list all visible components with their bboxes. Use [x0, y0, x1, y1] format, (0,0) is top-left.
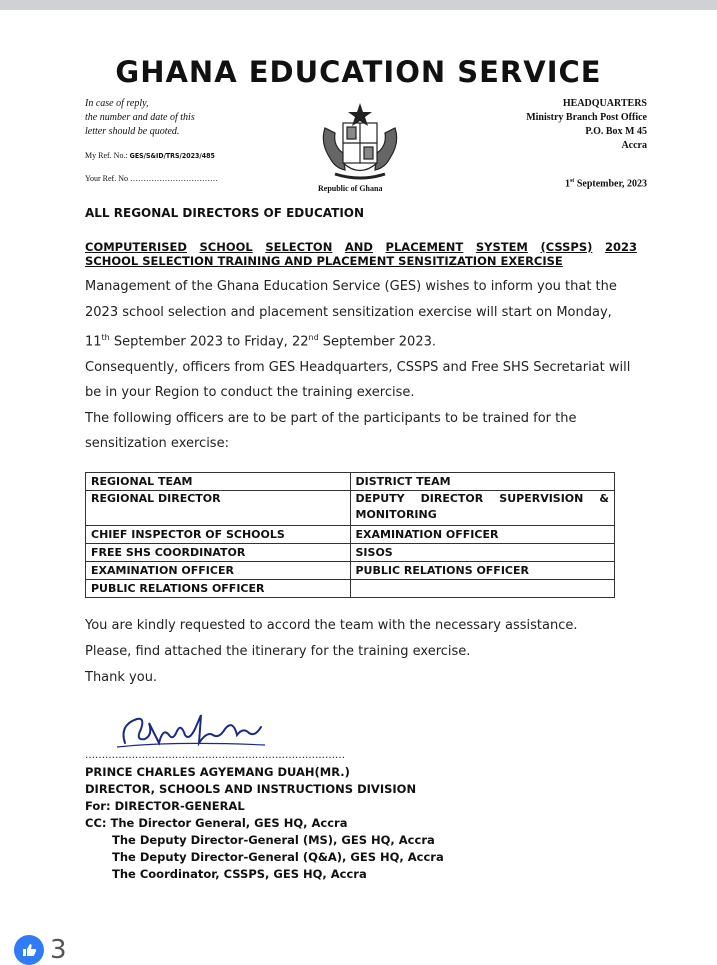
my-reference	[85, 151, 215, 160]
table-cell: FREE SHS COORDINATOR	[86, 544, 351, 562]
table-cell: CHIEF INSPECTOR OF SCHOOLS	[86, 526, 351, 544]
table-row	[86, 580, 615, 598]
subject-word: SYSTEM	[475, 240, 528, 254]
date-suffix: st	[569, 178, 575, 184]
cc-line: The Coordinator, CSSPS, GES HQ, Accra	[112, 867, 367, 881]
signer-name: PRINCE CHARLES AGYEMANG DUAH(MR.)	[85, 765, 350, 779]
closing-line: You are kindly requested to accord the team with the necessary assistance.	[85, 618, 578, 633]
crest-caption: Republic of Ghana	[318, 184, 383, 193]
hq-address	[526, 97, 647, 153]
signature-line: ……………………………………………………………………	[85, 750, 345, 761]
closing-line: Thank you.	[85, 670, 158, 685]
subject-word: 2023	[604, 240, 637, 254]
table-cell: DISTRICT TEAM	[350, 473, 615, 491]
subject-line-2: SCHOOL SELECTION TRAINING AND PLACEMENT SENSITIZATION EXERCISE	[85, 254, 563, 268]
para1-sup-1: th	[101, 333, 110, 342]
coat-of-arms-icon	[315, 98, 405, 183]
signer-for: For: DIRECTOR-GENERAL	[85, 799, 245, 813]
table-cell: EXAMINATION OFFICER	[86, 562, 351, 580]
date-rest: September, 2023	[574, 178, 647, 190]
letter-body	[85, 274, 640, 457]
addressee: ALL REGONAL DIRECTORS OF EDUCATION	[85, 206, 365, 220]
subject-word: PLACEMENT	[385, 240, 464, 254]
table-cell: EXAMINATION OFFICER	[350, 526, 615, 544]
table-cell: PUBLIC RELATIONS OFFICER	[350, 562, 615, 580]
table-cell: DEPUTY DIRECTOR SUPERVISION & MONITORING	[350, 491, 615, 526]
signature-icon	[115, 705, 275, 755]
paragraph-3: The following officers are to be part of the participants to be trained for the sensitization exercise:	[85, 410, 577, 452]
address-line: Accra	[621, 140, 647, 151]
para1-text-c: September 2023.	[318, 334, 436, 350]
table-cell: PUBLIC RELATIONS OFFICER	[86, 580, 351, 598]
subject-word: SELECTON	[265, 240, 333, 254]
reply-note-line: In case of reply,	[85, 98, 149, 109]
address-line: P.O. Box M 45	[585, 126, 647, 137]
your-reference: Your Ref. No ……………………………	[85, 174, 218, 183]
my-ref-label: My Ref. No.:	[85, 151, 128, 160]
address-line: Ministry Branch Post Office	[526, 112, 647, 123]
cc-line: CC: The Director General, GES HQ, Accra	[85, 816, 348, 830]
like-count: 3	[50, 935, 67, 965]
table-row	[86, 491, 615, 526]
para1-text-b: September 2023 to Friday, 22	[109, 334, 309, 350]
subject	[85, 240, 637, 268]
subject-line-1	[85, 240, 637, 254]
reactions[interactable]	[14, 935, 67, 965]
subject-word: COMPUTERISED	[85, 240, 187, 254]
table-row	[86, 562, 615, 580]
reply-note-line: letter should be quoted.	[85, 126, 180, 137]
signer-title: DIRECTOR, SCHOOLS AND INSTRUCTIONS DIVISION	[85, 782, 417, 796]
table-row	[86, 544, 615, 562]
subject-word: SCHOOL	[199, 240, 253, 254]
signer-block	[85, 764, 444, 883]
closing	[85, 613, 640, 691]
table-cell: REGIONAL TEAM	[86, 473, 351, 491]
closing-line: Please, find attached the itinerary for the training exercise.	[85, 644, 471, 659]
table-row	[86, 526, 615, 544]
cc-line: The Deputy Director-General (MS), GES HQ, Accra	[112, 833, 435, 847]
subject-word: (CSSPS)	[540, 240, 593, 254]
table-row	[86, 473, 615, 491]
reply-note-line: the number and date of this	[85, 112, 195, 123]
paragraph-1	[85, 274, 640, 355]
para1-text-a: Management of the Ghana Education Service (GES) wishes to inform you that the 2023 school selection and placement sensitization exercise will start on Monday, 11	[85, 279, 617, 350]
participants-table	[85, 472, 615, 598]
table-cell	[350, 580, 615, 598]
reply-note	[85, 97, 195, 139]
subject-word: AND	[344, 240, 373, 254]
organization-title: GHANA EDUCATION SERVICE	[115, 55, 602, 89]
top-bar	[0, 0, 717, 10]
letter-date	[565, 178, 647, 189]
para1-sup-2: nd	[308, 333, 319, 342]
address-line: HEADQUARTERS	[562, 98, 647, 109]
paragraph-2: Consequently, officers from GES Headquarters, CSSPS and Free SHS Secretariat will be in your Region to conduct the training exercise.	[85, 359, 631, 401]
my-ref-value: GES/S&ID/TRS/2023/485	[129, 152, 215, 160]
table-cell: REGIONAL DIRECTOR	[86, 491, 351, 526]
date-day: 1	[564, 178, 570, 190]
cc-line: The Deputy Director-General (Q&A), GES HQ, Accra	[112, 850, 444, 864]
thumbs-up-icon[interactable]	[14, 935, 44, 965]
table-cell: SISOS	[350, 544, 615, 562]
